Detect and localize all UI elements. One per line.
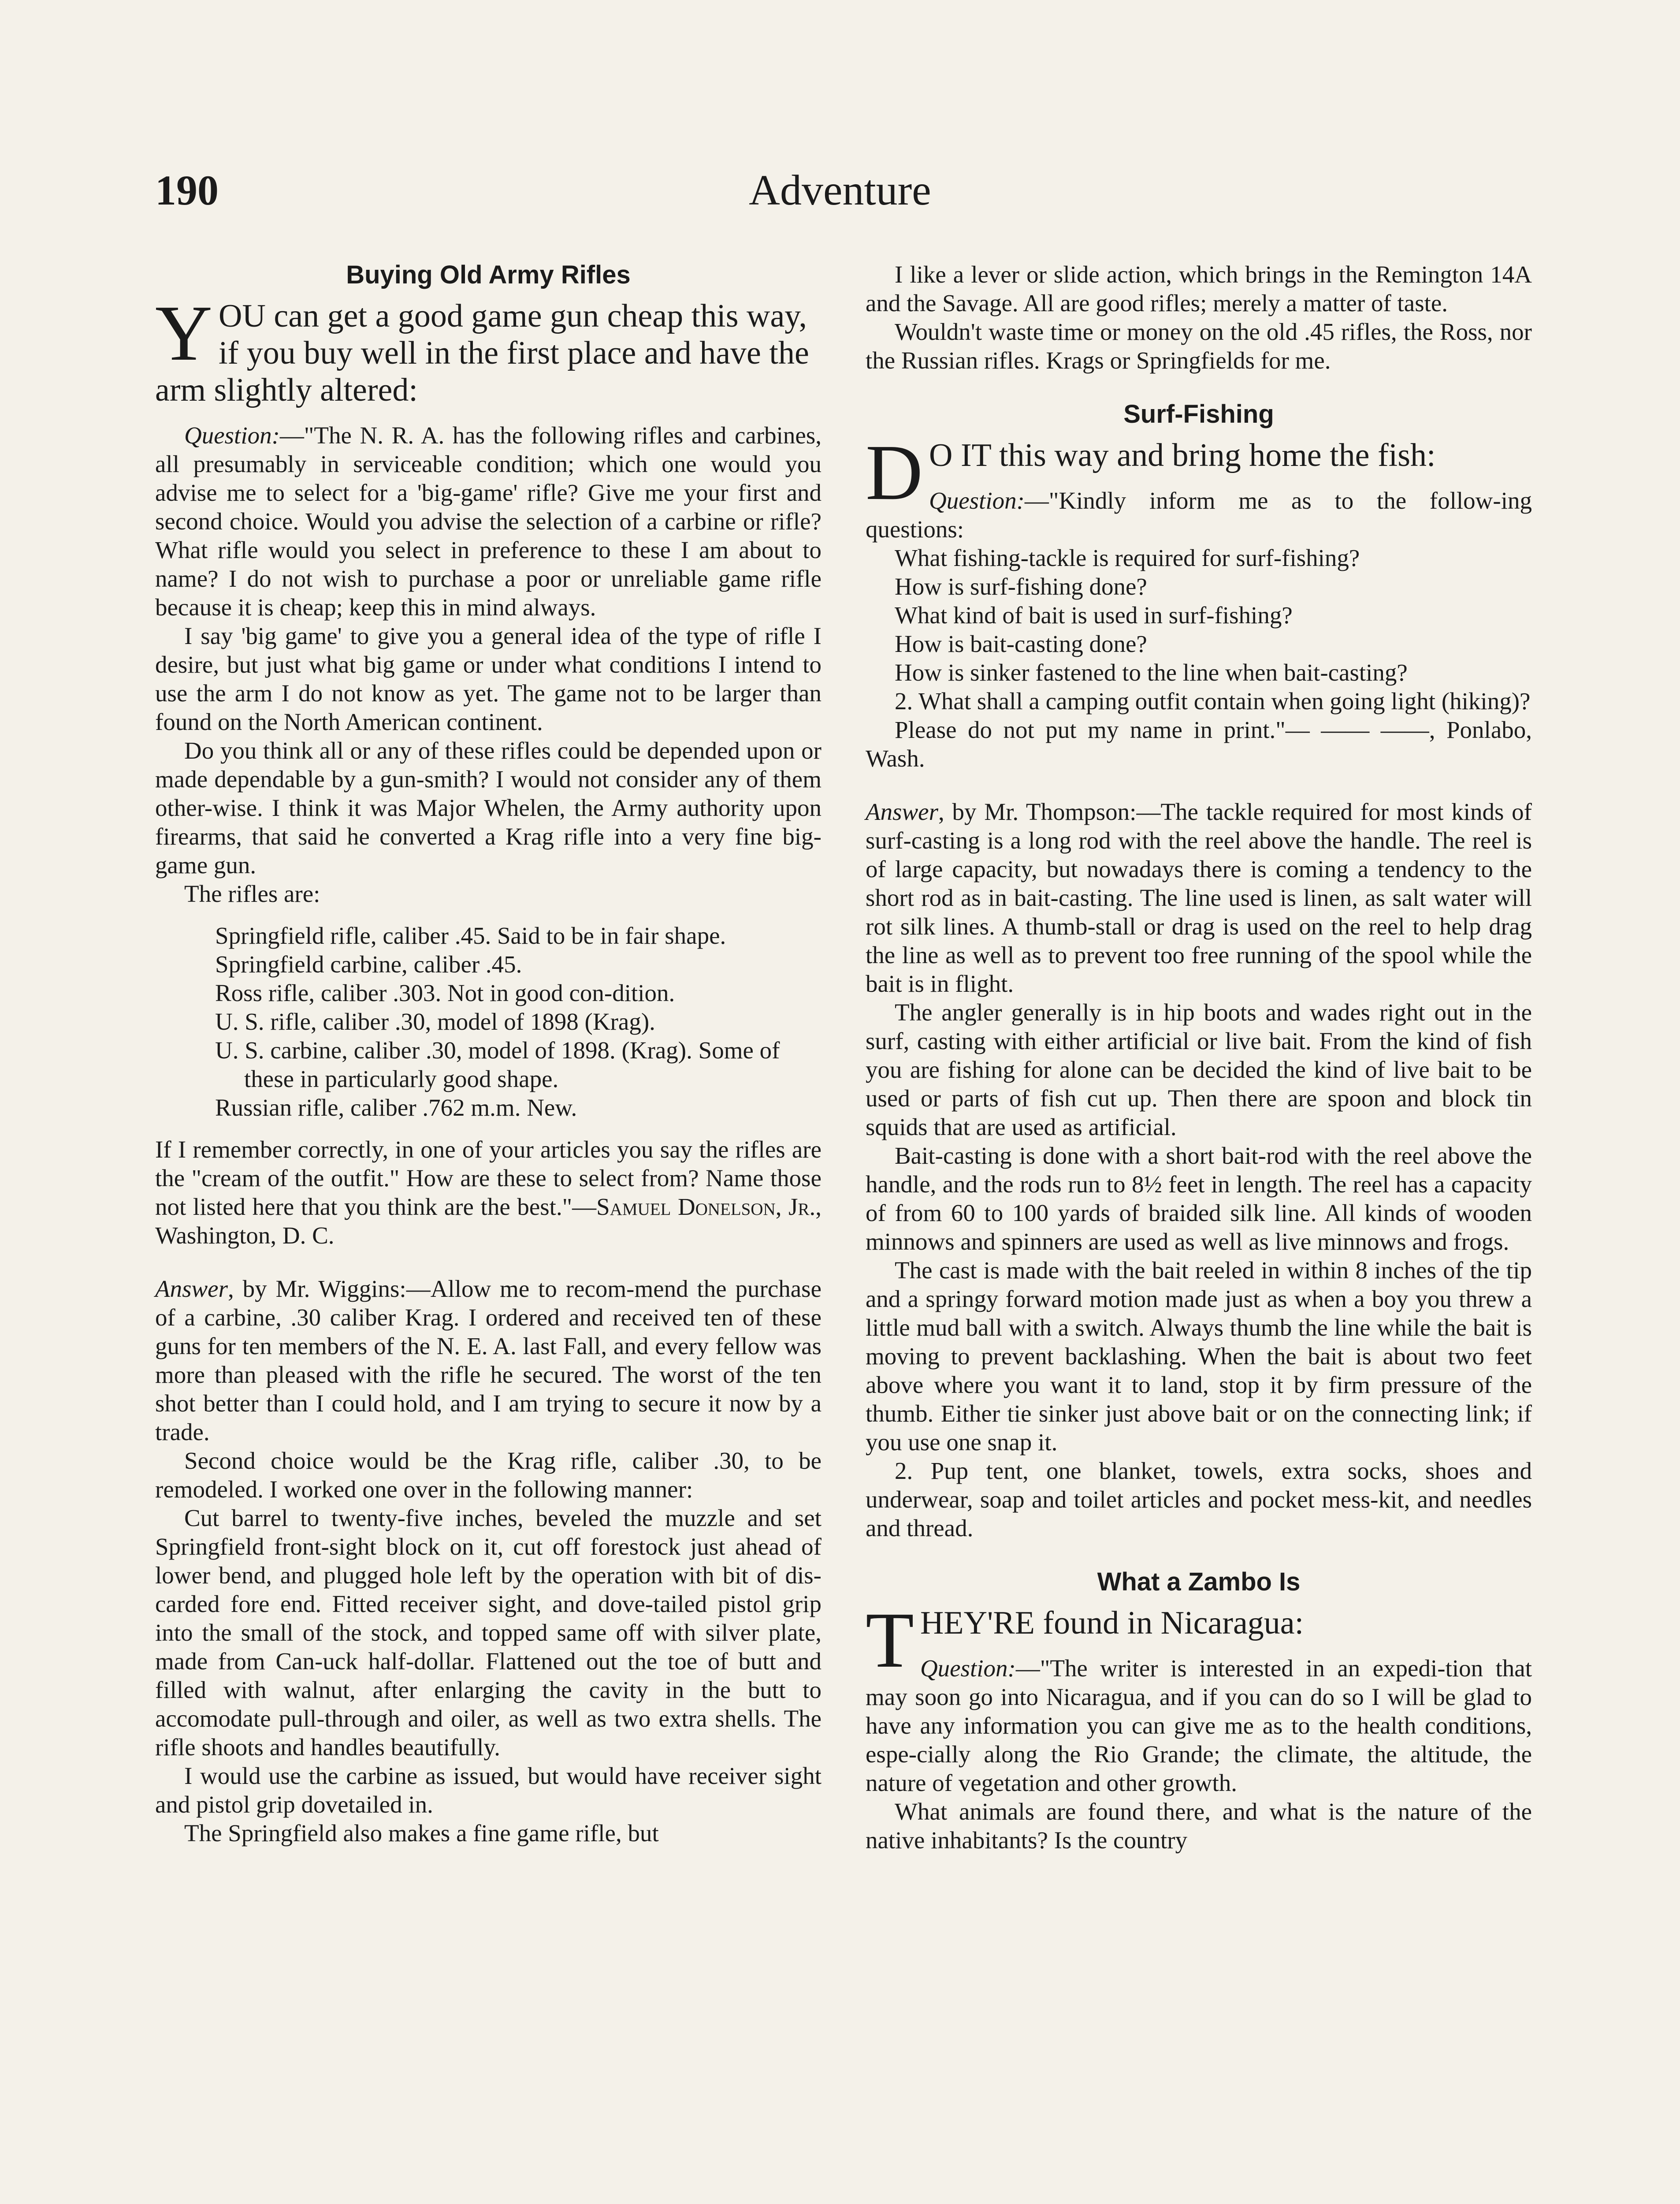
question-text: —"The N. R. A. has the following rifles and carbines, all presumably in serviceable condition; which one would you advise me to select for a 'big-game' rifle? Give me your first and second choice. Would you advise the selection of a carbine or rifle? What rifle would you select in preference to these I am about to name? I do not wish to purchase a poor or unreliable game rifle because it is cheap; keep this in mind always. bbox=[155, 422, 821, 621]
section-intro-rifles bbox=[155, 289, 821, 409]
answer-paragraph: The angler generally is in hip boots and wades right out in the surf, casting with either artificial or live bait. From the kind of fish you are fishing for alone can be decided the kind of live bait to be used or parts of fish cut up. Then there are spoon and block tin squids that are used as artificial. bbox=[866, 999, 1532, 1140]
page-header bbox=[0, 166, 1680, 219]
rifle-list-item: U. S. carbine, caliber .30, model of 1898. (Krag). Some of these in particularly good shape. bbox=[215, 1037, 780, 1092]
running-title: Adventure bbox=[749, 167, 931, 214]
question-paragraph: Please do not put my name in print."— —— ——, Ponlabo, Wash. bbox=[866, 716, 1532, 772]
question-label: Question: bbox=[920, 1655, 1016, 1682]
answer-paragraph: Second choice would be the Krag rifle, caliber .30, to be remodeled. I worked one over in the following manner: bbox=[155, 1447, 821, 1503]
question-text: If I remember correctly, in one of your articles you say the rifles are the "cream of the outfit." How are these to select from? Name those not listed here that you think are the best."— bbox=[155, 1136, 821, 1220]
rifle-list-item: Russian rifle, caliber .762 m.m. New. bbox=[215, 1094, 577, 1121]
question-label: Question: bbox=[929, 487, 1025, 514]
section-heading-surf-fishing: Surf-Fishing bbox=[1123, 400, 1274, 428]
drop-cap: T bbox=[866, 1596, 914, 1684]
section-heading-rifles: Buying Old Army Rifles bbox=[346, 261, 631, 289]
question-paragraph bbox=[155, 1135, 821, 1250]
rifle-list bbox=[215, 921, 821, 1122]
rifle-list-item: Springfield carbine, caliber .45. bbox=[215, 951, 522, 978]
answer-paragraph: I like a lever or slide action, which brings in the Remington 14A and the Savage. All are good rifles; merely a matter of taste. bbox=[866, 261, 1532, 316]
rifle-list-item: Ross rifle, caliber .303. Not in good con-dition. bbox=[215, 979, 675, 1006]
answer-label: Answer bbox=[866, 798, 938, 825]
intro-text: O IT this way and bring home the fish: bbox=[929, 437, 1436, 473]
question-line: How is surf-fishing done? bbox=[895, 573, 1147, 600]
answer-paragraph: Bait-casting is done with a short bait-rod with the reel above the handle, and the rods run to 8½ feet in length. The reel has a capacity of from 60 to 100 yards of braided silk line. All kinds of wooden minnows and spinners are used as well as live minnows and frogs. bbox=[866, 1142, 1532, 1255]
question-label: Question: bbox=[184, 422, 280, 449]
question-line: What fishing-tackle is required for surf-fishing? bbox=[895, 544, 1360, 571]
question-paragraph: What animals are found there, and what is the nature of the native inhabitants? Is the country bbox=[866, 1798, 1532, 1854]
answer-paragraph: The Springfield also makes a fine game rifle, but bbox=[184, 1820, 659, 1847]
question-paragraph bbox=[155, 421, 821, 622]
answer-paragraph bbox=[866, 797, 1532, 998]
answer-paragraph: The cast is made with the bait reeled in within 8 inches of the tip and a springy forward motion made just as when a boy you threw a little mud ball with a switch. Always thumb the line while the bait is moving to prevent backlashing. When the bait is about two feet above where you want it to land, stop it by firm pressure of the thumb. Either tie sinker just above bait or on the connecting link; if you use one snap it. bbox=[866, 1257, 1532, 1456]
question-paragraph: 2. What shall a camping outfit contain when going light (hiking)? bbox=[895, 688, 1531, 715]
question-line: What kind of bait is used in surf-fishing? bbox=[895, 602, 1293, 629]
question-line: How is bait-casting done? bbox=[895, 630, 1147, 657]
answer-paragraph bbox=[155, 1274, 821, 1446]
signature-place: , Washington, D. C. bbox=[155, 1193, 821, 1249]
page-number: 190 bbox=[155, 167, 219, 214]
rifle-list-item: U. S. rifle, caliber .30, model of 1898 (Krag). bbox=[215, 1008, 655, 1035]
answer-text: , by Mr. Thompson:—The tackle required for most kinds of surf-casting is a long rod with the reel above the handle. The reel is of large capacity, but nowadays there is coming a tendency to the short rod as in bait-casting. The line used is linen, as salt water will rot silk lines. A thumb-stall or drag is used on the reel to help drag the line as well as to prevent too free running of the spool while the bait is in flight. bbox=[866, 798, 1532, 997]
question-paragraph: I say 'big game' to give you a general idea of the type of rifle I desire, but just what big game or under what conditions I intend to use the arm I do not know as yet. The game not to be larger than found on the North American continent. bbox=[155, 622, 821, 735]
intro-text: HEY'RE found in Nicaragua: bbox=[920, 1605, 1304, 1641]
intro-text: OU can get a good game gun cheap this way, if you buy well in the first place and have the arm slightly altered: bbox=[155, 298, 809, 408]
answer-paragraph: Wouldn't waste time or money on the old .45 rifles, the Ross, nor the Russian rifles. Krags or Springfields for me. bbox=[866, 318, 1532, 374]
question-paragraph bbox=[866, 486, 1532, 544]
answer-label: Answer bbox=[155, 1275, 228, 1302]
question-paragraph: The rifles are: bbox=[184, 880, 320, 907]
question-text: —"The writer is interested in an expedi-tion that may soon go into Nicaragua, and if you can do so I will be glad to have any information you can give me as to the health conditions, espe-cially along the Rio Grande; the climate, the altitude, the nature of vegetation and other growth. bbox=[866, 1655, 1532, 1796]
answer-paragraph: I would use the carbine as issued, but would have receiver sight and pistol grip dovetailed in. bbox=[155, 1762, 821, 1818]
rifle-list-item: Springfield rifle, caliber .45. Said to be in fair shape. bbox=[215, 922, 726, 949]
drop-cap: D bbox=[866, 428, 923, 516]
left-column bbox=[155, 260, 821, 1847]
question-text: —"Kindly inform me as to the follow-ing questions: bbox=[866, 487, 1532, 543]
question-paragraph bbox=[866, 1654, 1532, 1797]
signature-name: Samuel Donelson, Jr. bbox=[596, 1193, 816, 1220]
question-paragraph: Do you think all or any of these rifles could be depended upon or made dependable by a gun-smith? I would not consider any of them other-wise. I think it was Major Whelen, the Army authority upon firearms, that said he converted a Krag rifle into a very fine big-game gun. bbox=[155, 737, 821, 879]
answer-paragraph: Cut barrel to twenty-five inches, beveled the muzzle and set Springfield front-sight block on it, cut off forestock just ahead of lower bend, and plugged hole left by the operation with bit of dis-carded fore end. Fitted receiver sight, and dove-tailed pistol grip into the small of the stock, and topped same off with silver plate, made from Can-uck half-dollar. Flattened out the toe of butt and filled with walnut, after enlarging the cavity in the butt to accomodate pull-through and oiler, as well as two extra shells. The rifle shoots and handles beautifully. bbox=[155, 1504, 821, 1761]
answer-text: , by Mr. Wiggins:—Allow me to recom-mend the purchase of a carbine, .30 caliber Krag. I ordered and received ten of these guns for ten members of the N. E. A. last Fall, and every fellow was more than pleased with the rifle he secured. The worst of the ten shot better than I could hold, and I am trying to secure it now by a trade. bbox=[155, 1275, 821, 1445]
drop-cap: Y bbox=[155, 289, 212, 377]
answer-paragraph: 2. Pup tent, one blanket, towels, extra socks, shoes and underwear, soap and toilet articles and pocket mess-kit, and needles and thread. bbox=[866, 1457, 1532, 1541]
section-heading-zambo: What a Zambo Is bbox=[1097, 1567, 1301, 1596]
right-column bbox=[866, 260, 1532, 1854]
question-paragraph: How is sinker fastened to the line when bait-casting? bbox=[895, 659, 1408, 686]
